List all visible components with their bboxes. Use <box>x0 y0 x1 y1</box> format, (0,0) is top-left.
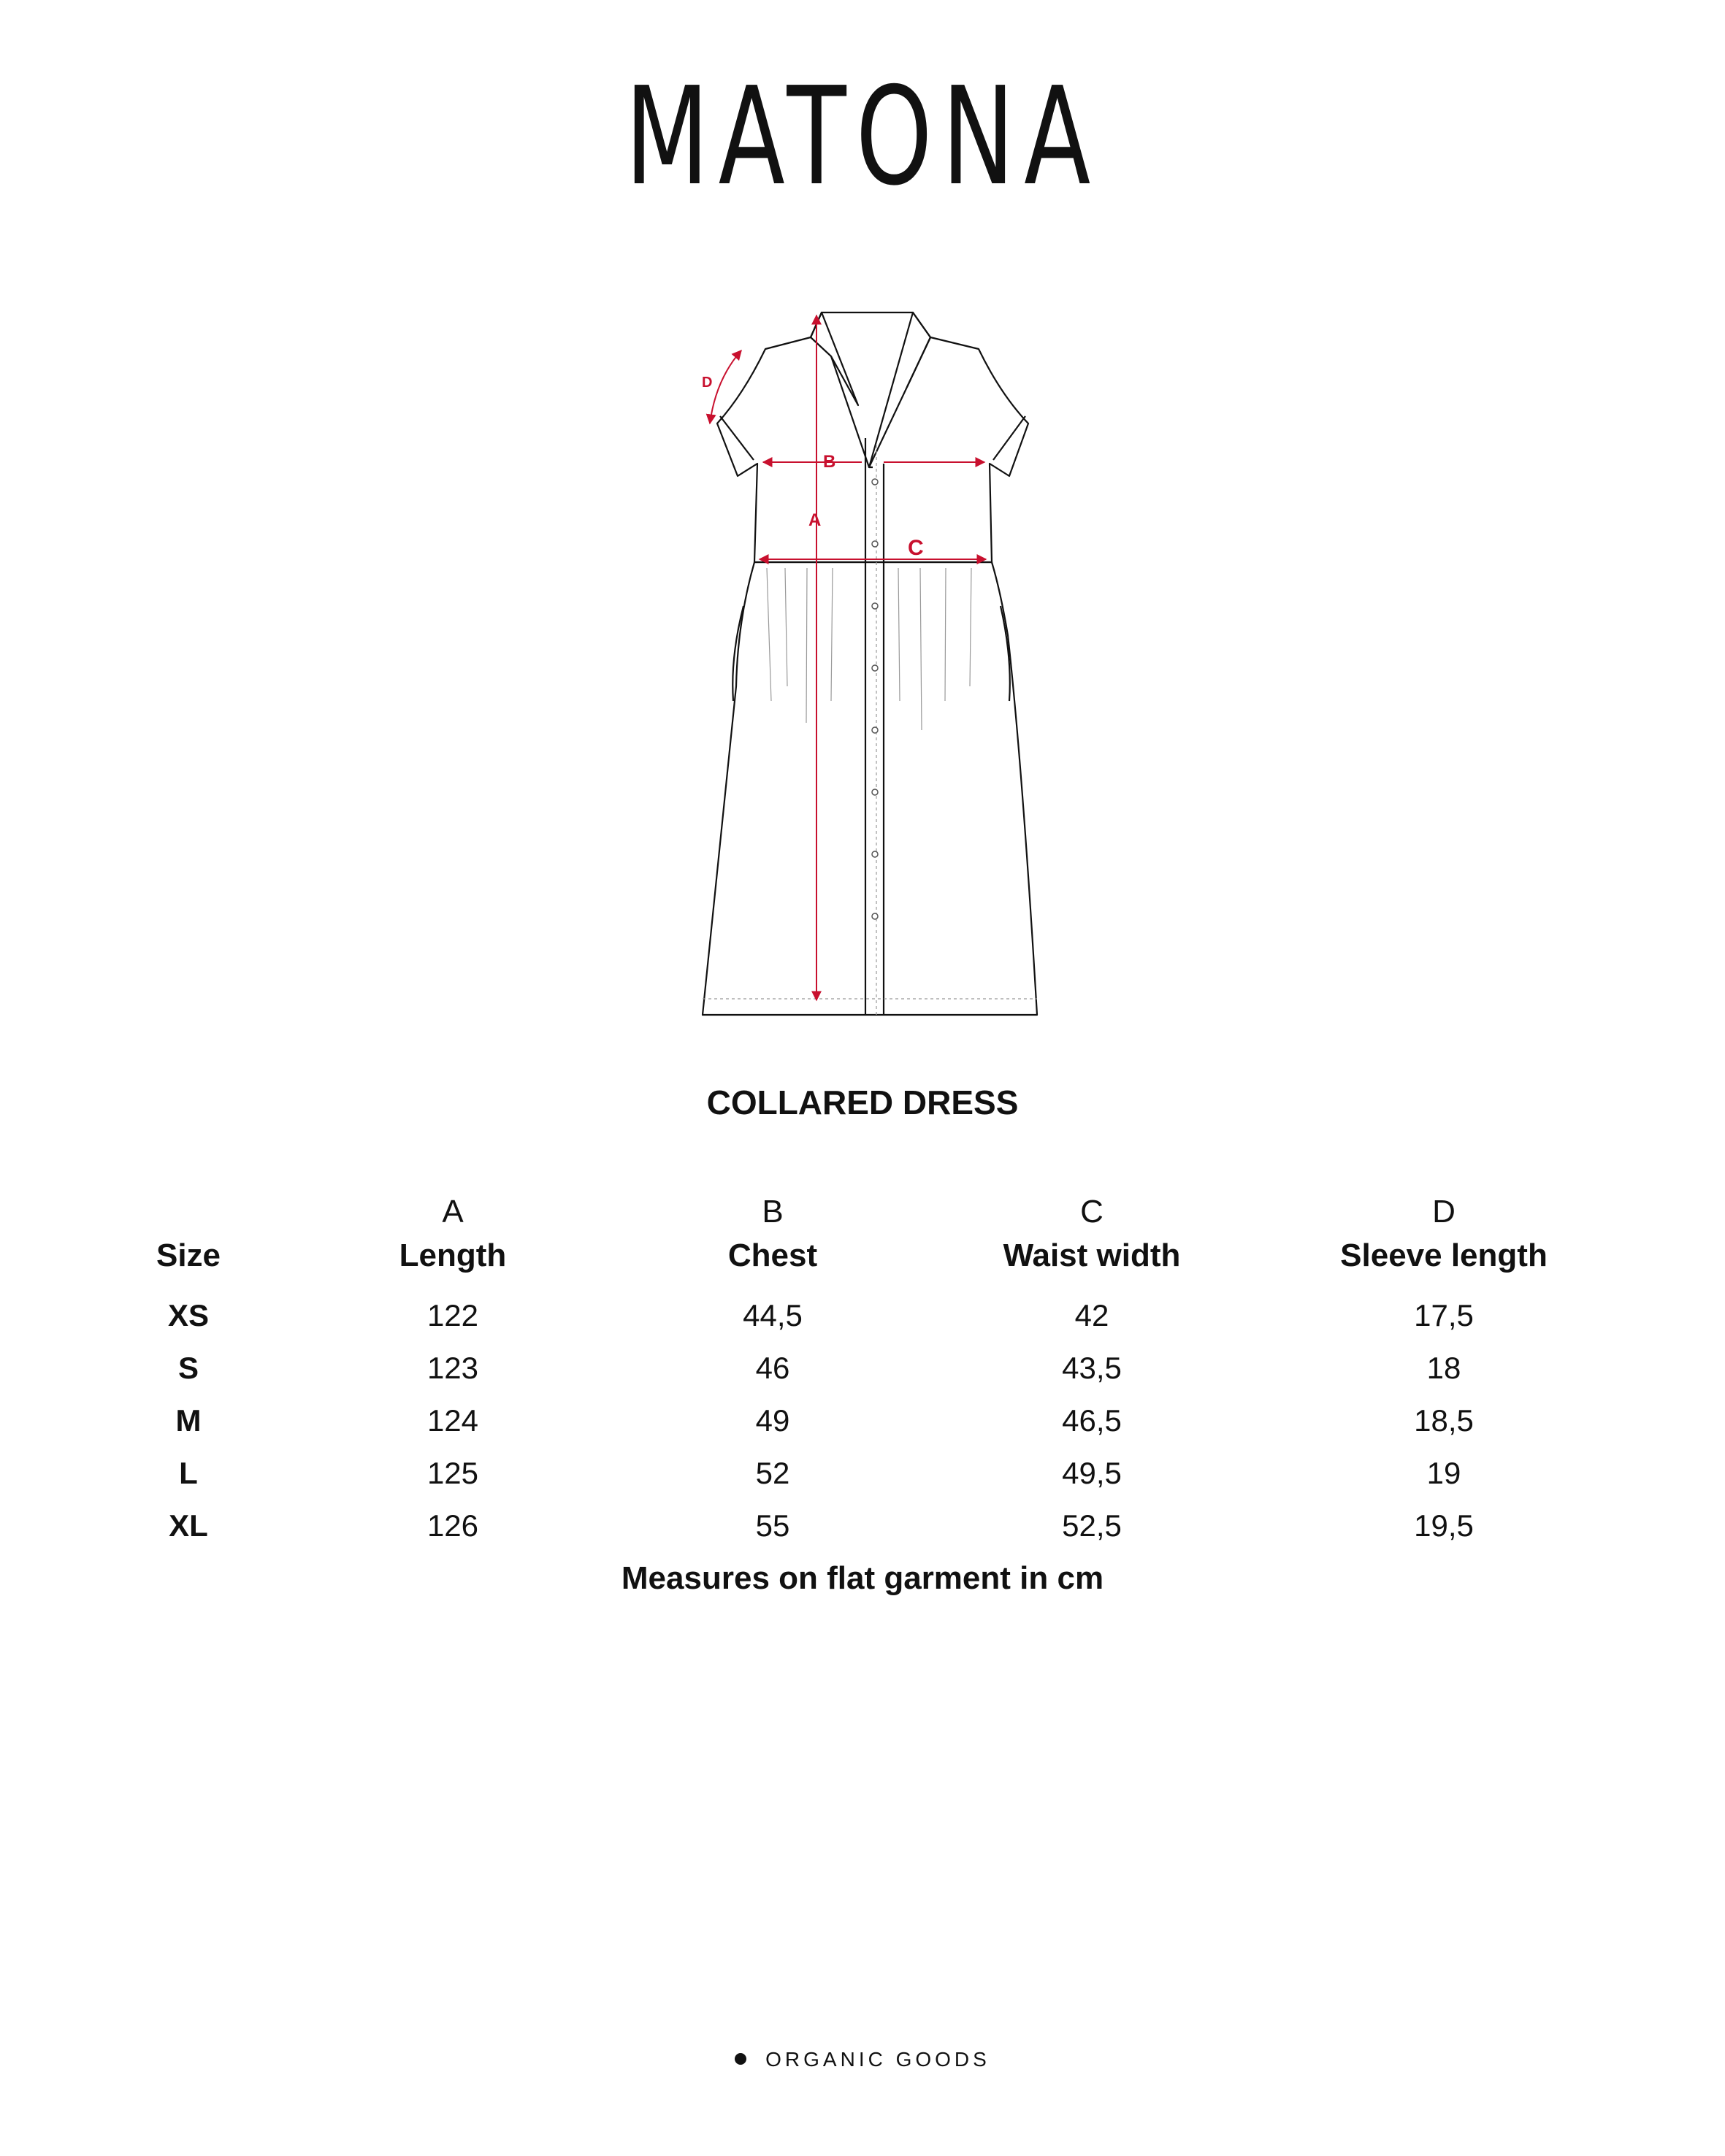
table-cell: 52 <box>755 1456 790 1490</box>
column-header-c: C Waist width <box>1003 1194 1181 1273</box>
size-header: Size <box>156 1238 221 1273</box>
table-cell: 46 <box>755 1351 790 1385</box>
table-row-size: S <box>177 1351 199 1385</box>
measurement-note: Measures on flat garment in cm <box>621 1560 1104 1596</box>
label-c: C <box>908 536 924 560</box>
dress-diagram <box>657 292 1066 1022</box>
table-row-size: XL <box>169 1508 208 1543</box>
column-header-d: D Sleeve length <box>1340 1194 1548 1273</box>
table-cell: 125 <box>427 1456 479 1490</box>
table-cell: 123 <box>427 1351 479 1385</box>
label-a: A <box>808 510 822 530</box>
table-cell: 19 <box>1426 1456 1461 1490</box>
product-title: COLLARED DRESS <box>706 1083 1019 1121</box>
table-cell: 18 <box>1426 1351 1461 1385</box>
table-cell: 18,5 <box>1414 1403 1474 1438</box>
bullet-icon <box>735 2053 746 2065</box>
table-cell: 17,5 <box>1414 1298 1474 1332</box>
table-cell: 19,5 <box>1414 1508 1474 1543</box>
table-cell: 44,5 <box>743 1298 803 1332</box>
label-b: B <box>823 452 836 472</box>
footer-text: ORGANIC GOODS <box>765 2048 990 2071</box>
table-cell: 52,5 <box>1062 1508 1122 1543</box>
table-cell: 124 <box>427 1403 479 1438</box>
table-row-size: L <box>179 1456 198 1490</box>
table-cell: 49,5 <box>1062 1456 1122 1490</box>
footer <box>0 2048 1725 2071</box>
brand-logo: MATONA <box>624 58 1101 215</box>
column-header-b: B Chest <box>727 1194 818 1273</box>
table-cell: 42 <box>1074 1298 1109 1332</box>
table-row-size: M <box>175 1403 202 1438</box>
label-d: D <box>702 375 713 391</box>
table-cell: 49 <box>755 1403 790 1438</box>
column-header-a: A Length <box>399 1194 507 1273</box>
table-cell: 55 <box>755 1508 790 1543</box>
table-row-size: XS <box>167 1298 210 1332</box>
table-cell: 122 <box>427 1298 479 1332</box>
table-cell: 43,5 <box>1062 1351 1122 1385</box>
table-cell: 126 <box>427 1508 479 1543</box>
table-cell: 46,5 <box>1062 1403 1122 1438</box>
